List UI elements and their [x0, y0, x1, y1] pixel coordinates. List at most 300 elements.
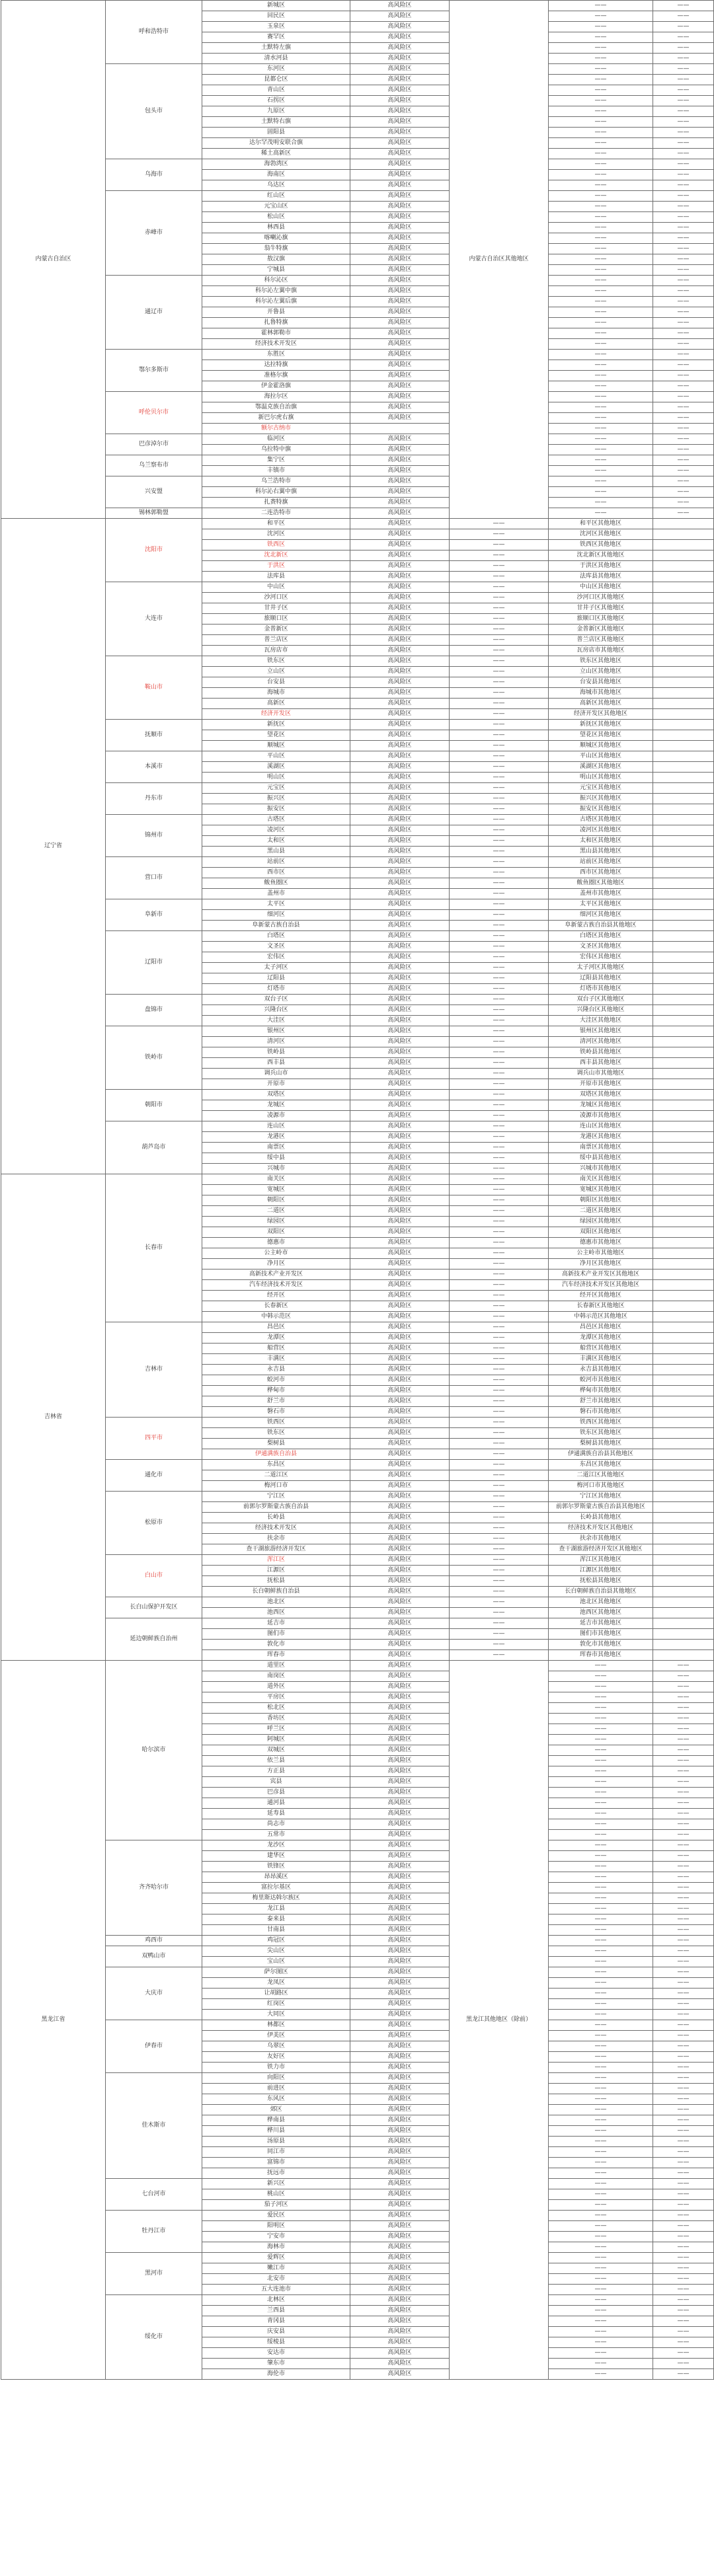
- city-cell: 乌海市: [106, 159, 202, 191]
- city-cell: 盘锦市: [106, 995, 202, 1026]
- district-cell: 肇东市: [202, 2359, 350, 2369]
- risk-level-cell: 高风险区: [350, 1111, 450, 1121]
- risk-level-cell: 高风险区: [350, 2200, 450, 2211]
- other-area-cell: ——: [653, 2327, 714, 2337]
- other-area-cell: [653, 1396, 714, 1407]
- risk-level-cell: 高风险区: [350, 1132, 450, 1143]
- risk-level-cell: 高风险区: [350, 2073, 450, 2084]
- risk-level-cell: 高风险区: [350, 1195, 450, 1206]
- district-cell: 连山区: [202, 1121, 350, 1132]
- other-area-cell: [653, 1618, 714, 1629]
- risk-level-cell: 高风险区: [350, 868, 450, 878]
- district-cell: 铁力市: [202, 2063, 350, 2073]
- other-area-cell: ——: [549, 2306, 653, 2316]
- province-level-cell: ——: [450, 1069, 549, 1079]
- other-area-cell: ——: [653, 1766, 714, 1777]
- province-level-cell: ——: [450, 1312, 549, 1322]
- other-area-cell: ——: [549, 1967, 653, 1978]
- other-area-cell: ——: [549, 381, 653, 392]
- district-cell: 桦南县: [202, 2115, 350, 2126]
- district-cell: 郊区: [202, 2105, 350, 2115]
- district-cell: 萨尔图区: [202, 1967, 350, 1978]
- district-cell: 松北区: [202, 1703, 350, 1714]
- district-cell: 翁牛特旗: [202, 244, 350, 254]
- other-area-cell: ——: [549, 445, 653, 455]
- other-district-cell: 兴隆台区其他地区: [549, 1005, 653, 1016]
- other-district-cell: 中韩示范区其他地区: [549, 1312, 653, 1322]
- district-cell: 巴彦县: [202, 1788, 350, 1798]
- other-district-cell: 双塔区其他地区: [549, 1090, 653, 1100]
- other-area-cell: [653, 1269, 714, 1280]
- table-row: [1, 815, 714, 825]
- district-cell: 高新区: [202, 699, 350, 709]
- district-cell: 西丰县: [202, 1058, 350, 1069]
- other-area-cell: ——: [549, 2158, 653, 2168]
- other-district-cell: 法库县其他地区: [549, 572, 653, 582]
- other-area-cell: ——: [653, 318, 714, 328]
- other-area-cell: ——: [653, 1809, 714, 1819]
- province-level-cell: ——: [450, 1322, 549, 1333]
- other-area-cell: [653, 815, 714, 825]
- risk-level-cell: 高风险区: [350, 2010, 450, 2020]
- other-area-cell: ——: [549, 128, 653, 138]
- risk-area-table-body: [1, 1, 714, 2380]
- province-level-cell: ——: [450, 1523, 549, 1534]
- province-level-cell: ——: [450, 952, 549, 963]
- other-area-cell: ——: [549, 476, 653, 487]
- risk-level-cell: 高风险区: [350, 2179, 450, 2189]
- other-area-cell: ——: [549, 191, 653, 202]
- district-cell: 沈河区: [202, 529, 350, 540]
- other-area-cell: ——: [549, 2221, 653, 2232]
- province-level-cell: ——: [450, 825, 549, 836]
- district-cell: 扎赉特旗: [202, 498, 350, 508]
- other-district-cell: 凌源市其他地区: [549, 1111, 653, 1121]
- other-area-cell: [653, 646, 714, 656]
- other-area-cell: ——: [549, 1957, 653, 1967]
- other-area-cell: [653, 667, 714, 677]
- risk-level-cell: 高风险区: [350, 1354, 450, 1365]
- district-cell: 鲅鱼圈区: [202, 878, 350, 889]
- other-area-cell: ——: [549, 2094, 653, 2105]
- other-area-cell: ——: [549, 1978, 653, 1989]
- risk-level-cell: 高风险区: [350, 878, 450, 889]
- province-level-cell: ——: [450, 677, 549, 688]
- district-cell: 土默特右旗: [202, 117, 350, 128]
- risk-level-cell: 高风险区: [350, 2052, 450, 2063]
- district-cell: 调兵山市: [202, 1069, 350, 1079]
- risk-level-cell: 高风险区: [350, 794, 450, 804]
- risk-level-cell: 高风险区: [350, 1058, 450, 1069]
- other-area-cell: [653, 857, 714, 868]
- risk-level-cell: 高风险区: [350, 1766, 450, 1777]
- other-area-cell: ——: [653, 1724, 714, 1735]
- risk-level-cell: 高风险区: [350, 1418, 450, 1428]
- city-cell: 包头市: [106, 64, 202, 159]
- risk-level-cell: 高风险区: [350, 54, 450, 64]
- other-district-cell: 伊通满族自治县其他地区: [549, 1449, 653, 1460]
- province-level-cell: ——: [450, 889, 549, 899]
- risk-level-cell: 高风险区: [350, 2020, 450, 2031]
- other-district-cell: 图们市其他地区: [549, 1629, 653, 1640]
- other-district-cell: 公主岭市其他地区: [549, 1248, 653, 1259]
- risk-level-cell: 高风险区: [350, 106, 450, 117]
- other-area-cell: ——: [549, 1904, 653, 1914]
- other-area-cell: ——: [549, 1703, 653, 1714]
- table-row: [1, 1460, 714, 1470]
- city-cell: 牡丹江市: [106, 2211, 202, 2253]
- district-cell: 乌兰浩特市: [202, 476, 350, 487]
- province-level-cell: ——: [450, 1333, 549, 1344]
- risk-level-cell: 高风险区: [350, 1703, 450, 1714]
- other-area-cell: ——: [549, 2295, 653, 2306]
- risk-level-cell: 高风险区: [350, 614, 450, 625]
- city-cell: 白山市: [106, 1555, 202, 1597]
- other-area-cell: [653, 1386, 714, 1396]
- district-cell: 宁江区: [202, 1492, 350, 1502]
- other-area-cell: ——: [653, 1788, 714, 1798]
- province-level-cell: ——: [450, 1100, 549, 1111]
- district-cell: 开鲁县: [202, 307, 350, 318]
- district-cell: 长岭县: [202, 1513, 350, 1523]
- province-level-cell: ——: [450, 995, 549, 1005]
- other-district-cell: 平山区其他地区: [549, 751, 653, 762]
- other-area-cell: ——: [549, 350, 653, 360]
- province-level-cell: ——: [450, 1375, 549, 1386]
- district-cell: 振安区: [202, 804, 350, 815]
- other-area-cell: ——: [653, 1872, 714, 1883]
- risk-level-cell: 高风险区: [350, 318, 450, 328]
- other-area-cell: ——: [549, 2147, 653, 2158]
- other-district-cell: 西丰县其他地区: [549, 1058, 653, 1069]
- other-area-cell: ——: [653, 371, 714, 381]
- other-area-cell: ——: [549, 2179, 653, 2189]
- district-cell: 江源区: [202, 1566, 350, 1576]
- risk-level-cell: 高风险区: [350, 159, 450, 170]
- province-level-cell: ——: [450, 1047, 549, 1058]
- table-row: [1, 2179, 714, 2189]
- province-level-cell: ——: [450, 635, 549, 646]
- risk-level-cell: 高风险区: [350, 1090, 450, 1100]
- city-cell: 抚顺市: [106, 720, 202, 751]
- other-area-cell: [653, 794, 714, 804]
- other-area-cell: ——: [549, 1714, 653, 1724]
- risk-level-cell: 高风险区: [350, 487, 450, 498]
- other-area-cell: ——: [653, 381, 714, 392]
- other-area-cell: [653, 741, 714, 751]
- risk-level-cell: 高风险区: [350, 22, 450, 32]
- province-level-cell: ——: [450, 1111, 549, 1121]
- other-area-cell: ——: [653, 1692, 714, 1703]
- risk-level-cell: 高风险区: [350, 1280, 450, 1291]
- other-area-cell: ——: [653, 498, 714, 508]
- other-area-cell: ——: [549, 455, 653, 466]
- other-area-cell: [653, 572, 714, 582]
- city-cell: 大庆市: [106, 1967, 202, 2020]
- table-row: [1, 582, 714, 593]
- district-cell: 立山区: [202, 667, 350, 677]
- risk-level-cell: 高风险区: [350, 2126, 450, 2137]
- district-cell: 道外区: [202, 1682, 350, 1692]
- province-level-cell: ——: [450, 1650, 549, 1661]
- other-district-cell: 舒兰市其他地区: [549, 1396, 653, 1407]
- district-cell: 茄子河区: [202, 2200, 350, 2211]
- province-level-cell: ——: [450, 1079, 549, 1090]
- other-area-cell: ——: [549, 1724, 653, 1735]
- district-cell: 龙凤区: [202, 1978, 350, 1989]
- risk-level-cell: 高风险区: [350, 1238, 450, 1248]
- other-area-cell: ——: [653, 75, 714, 85]
- other-district-cell: 二道区其他地区: [549, 1206, 653, 1217]
- risk-level-cell: 高风险区: [350, 857, 450, 868]
- risk-level-cell: 高风险区: [350, 1174, 450, 1185]
- risk-level-cell: 高风险区: [350, 1597, 450, 1608]
- city-cell: 伊春市: [106, 2020, 202, 2073]
- district-cell: 海林市: [202, 2242, 350, 2253]
- province-level-cell: ——: [450, 1449, 549, 1460]
- other-area-cell: ——: [549, 2126, 653, 2137]
- other-area-cell: ——: [549, 1851, 653, 1862]
- district-cell: 汤原县: [202, 2137, 350, 2147]
- other-area-cell: [653, 1640, 714, 1650]
- risk-level-cell: 高风险区: [350, 889, 450, 899]
- district-cell: 伊通满族自治县: [202, 1449, 350, 1460]
- other-area-cell: ——: [653, 1798, 714, 1809]
- risk-level-cell: 高风险区: [350, 1428, 450, 1439]
- risk-level-cell: 高风险区: [350, 825, 450, 836]
- risk-level-cell: 高风险区: [350, 2348, 450, 2359]
- province-level-cell: ——: [450, 1418, 549, 1428]
- district-cell: 桃山区: [202, 2189, 350, 2200]
- other-district-cell: 双台子区其他地区: [549, 995, 653, 1005]
- district-cell: 双台子区: [202, 995, 350, 1005]
- city-cell: 铁岭市: [106, 1026, 202, 1090]
- other-district-cell: 铁西区其他地区: [549, 1418, 653, 1428]
- risk-level-cell: 高风险区: [350, 2263, 450, 2274]
- province-level-cell: ——: [450, 1016, 549, 1026]
- table-row: [1, 931, 714, 942]
- other-area-cell: ——: [653, 2041, 714, 2052]
- other-district-cell: 经济开发区其他地区: [549, 709, 653, 720]
- city-cell: 双鸭山市: [106, 1946, 202, 1967]
- district-cell: 凌源市: [202, 1111, 350, 1121]
- risk-level-cell: 高风险区: [350, 180, 450, 191]
- other-area-cell: ——: [549, 254, 653, 265]
- risk-level-cell: 高风险区: [350, 1840, 450, 1851]
- other-area-cell: ——: [549, 64, 653, 75]
- province-level-cell: ——: [450, 561, 549, 572]
- other-area-cell: ——: [549, 1756, 653, 1766]
- district-cell: 达拉特旗: [202, 360, 350, 371]
- province-level-cell: ——: [450, 646, 549, 656]
- province-level-cell: ——: [450, 1280, 549, 1291]
- other-area-cell: [653, 1502, 714, 1513]
- other-area-cell: ——: [549, 265, 653, 276]
- risk-level-cell: 高风险区: [350, 2306, 450, 2316]
- other-area-cell: ——: [549, 424, 653, 434]
- district-cell: 文圣区: [202, 942, 350, 952]
- district-cell: 龙潭区: [202, 1333, 350, 1344]
- other-area-cell: [653, 1164, 714, 1174]
- other-district-cell: 高新区其他地区: [549, 699, 653, 709]
- other-area-cell: [653, 688, 714, 699]
- district-cell: 丰满区: [202, 1354, 350, 1365]
- risk-level-cell: 高风险区: [350, 1798, 450, 1809]
- risk-level-cell: 高风险区: [350, 328, 450, 339]
- province-level-cell: ——: [450, 836, 549, 847]
- other-area-cell: ——: [549, 2105, 653, 2115]
- table-row: [1, 1322, 714, 1333]
- risk-level-cell: 高风险区: [350, 1439, 450, 1449]
- province-level-cell: ——: [450, 1587, 549, 1597]
- other-area-cell: ——: [549, 2031, 653, 2041]
- other-district-cell: 江源区其他地区: [549, 1566, 653, 1576]
- risk-level-cell: 高风险区: [350, 2285, 450, 2295]
- other-area-cell: [653, 1576, 714, 1587]
- other-area-cell: ——: [549, 244, 653, 254]
- risk-level-cell: 高风险区: [350, 508, 450, 519]
- other-area-cell: ——: [653, 1, 714, 11]
- risk-level-cell: 高风险区: [350, 783, 450, 794]
- risk-level-cell: 高风险区: [350, 921, 450, 931]
- table-row: [1, 2073, 714, 2084]
- other-area-cell: [653, 1185, 714, 1195]
- risk-level-cell: 高风险区: [350, 2316, 450, 2327]
- province-level-cell: ——: [450, 973, 549, 984]
- other-area-cell: ——: [653, 96, 714, 106]
- province-level-cell: ——: [450, 1248, 549, 1259]
- other-district-cell: 海城市其他地区: [549, 688, 653, 699]
- other-area-cell: ——: [653, 11, 714, 22]
- district-cell: 依兰县: [202, 1756, 350, 1766]
- other-area-cell: ——: [653, 424, 714, 434]
- other-area-cell: ——: [549, 1830, 653, 1840]
- table-row: [1, 1026, 714, 1037]
- other-district-cell: 普兰店区其他地区: [549, 635, 653, 646]
- other-area-cell: ——: [549, 2369, 653, 2380]
- table-row: [1, 720, 714, 730]
- district-cell: 明山区: [202, 773, 350, 783]
- other-district-cell: 古塔区其他地区: [549, 815, 653, 825]
- province-level-cell: ——: [450, 1026, 549, 1037]
- district-cell: 乌拉特中旗: [202, 445, 350, 455]
- other-area-cell: ——: [549, 138, 653, 149]
- other-area-cell: ——: [549, 1692, 653, 1703]
- risk-level-cell: 高风险区: [350, 899, 450, 910]
- risk-level-cell: 高风险区: [350, 1608, 450, 1618]
- other-area-cell: ——: [653, 350, 714, 360]
- other-area-cell: ——: [549, 1798, 653, 1809]
- district-cell: 蛟河市: [202, 1375, 350, 1386]
- district-cell: 汽车经济技术开发区: [202, 1280, 350, 1291]
- province-cell: 辽宁省: [1, 519, 106, 1174]
- other-area-cell: ——: [549, 32, 653, 43]
- risk-level-cell: 高风险区: [350, 1206, 450, 1217]
- risk-level-cell: 高风险区: [350, 1671, 450, 1682]
- other-area-cell: ——: [549, 297, 653, 307]
- risk-level-cell: 高风险区: [350, 1957, 450, 1967]
- district-cell: 集宁区: [202, 455, 350, 466]
- risk-level-cell: 高风险区: [350, 2242, 450, 2253]
- other-area-cell: ——: [653, 233, 714, 244]
- other-area-cell: ——: [653, 2147, 714, 2158]
- city-cell: 锦州市: [106, 815, 202, 857]
- other-area-cell: ——: [549, 2211, 653, 2221]
- province-level-cell: ——: [450, 899, 549, 910]
- risk-level-cell: 高风险区: [350, 1259, 450, 1269]
- risk-level-cell: 高风险区: [350, 847, 450, 857]
- other-area-cell: ——: [653, 138, 714, 149]
- other-area-cell: ——: [549, 1872, 653, 1883]
- risk-level-cell: 高风险区: [350, 1872, 450, 1883]
- district-cell: 铁西区: [202, 540, 350, 550]
- risk-level-cell: 高风险区: [350, 2115, 450, 2126]
- other-area-cell: ——: [653, 2137, 714, 2147]
- district-cell: 珲春市: [202, 1650, 350, 1661]
- other-area-cell: ——: [653, 2306, 714, 2316]
- other-district-cell: 磐石市其他地区: [549, 1407, 653, 1418]
- district-cell: 铁西区: [202, 1418, 350, 1428]
- other-area-cell: [653, 1016, 714, 1026]
- other-area-cell: ——: [549, 402, 653, 413]
- risk-level-cell: 高风险区: [350, 2232, 450, 2242]
- province-level-cell: ——: [450, 1259, 549, 1269]
- table-row: [1, 751, 714, 762]
- other-area-cell: ——: [653, 244, 714, 254]
- other-area-cell: ——: [653, 2094, 714, 2105]
- other-area-cell: ——: [549, 434, 653, 445]
- risk-level-cell: 高风险区: [350, 1819, 450, 1830]
- risk-level-cell: 高风险区: [350, 931, 450, 942]
- district-cell: 林西县: [202, 223, 350, 233]
- risk-level-cell: 高风险区: [350, 910, 450, 921]
- other-area-cell: ——: [549, 2316, 653, 2327]
- other-area-cell: ——: [653, 1830, 714, 1840]
- risk-level-cell: 高风险区: [350, 1449, 450, 1460]
- other-area-cell: ——: [653, 1703, 714, 1714]
- risk-level-cell: 高风险区: [350, 593, 450, 603]
- other-area-cell: [653, 942, 714, 952]
- province-level-cell: ——: [450, 720, 549, 730]
- district-cell: 池北区: [202, 1597, 350, 1608]
- risk-level-cell: 高风险区: [350, 984, 450, 995]
- risk-level-cell: 高风险区: [350, 1650, 450, 1661]
- district-cell: 前郭尔罗斯蒙古族自治县: [202, 1502, 350, 1513]
- province-level-cell: ——: [450, 1206, 549, 1217]
- risk-level-cell: 高风险区: [350, 2253, 450, 2263]
- risk-level-cell: 高风险区: [350, 1830, 450, 1840]
- district-cell: 中山区: [202, 582, 350, 593]
- risk-level-cell: 高风险区: [350, 1788, 450, 1798]
- table-row: [1, 1840, 714, 1851]
- risk-level-cell: 高风险区: [350, 233, 450, 244]
- risk-level-cell: 高风险区: [350, 2063, 450, 2073]
- other-district-cell: 经济技术开发区其他地区: [549, 1523, 653, 1534]
- other-area-cell: ——: [653, 487, 714, 498]
- other-area-cell: ——: [653, 1851, 714, 1862]
- other-area-cell: ——: [549, 1745, 653, 1756]
- risk-level-cell: 高风险区: [350, 1513, 450, 1523]
- city-cell: 佳木斯市: [106, 2073, 202, 2179]
- risk-level-cell: 高风险区: [350, 2031, 450, 2041]
- district-cell: 香坊区: [202, 1714, 350, 1724]
- other-district-cell: 铁东区其他地区: [549, 656, 653, 667]
- other-district-cell: 瓦房店市其他地区: [549, 646, 653, 656]
- district-cell: 法库县: [202, 572, 350, 582]
- district-cell: 龙沙区: [202, 1840, 350, 1851]
- other-area-cell: ——: [653, 2348, 714, 2359]
- risk-level-cell: 高风险区: [350, 2168, 450, 2179]
